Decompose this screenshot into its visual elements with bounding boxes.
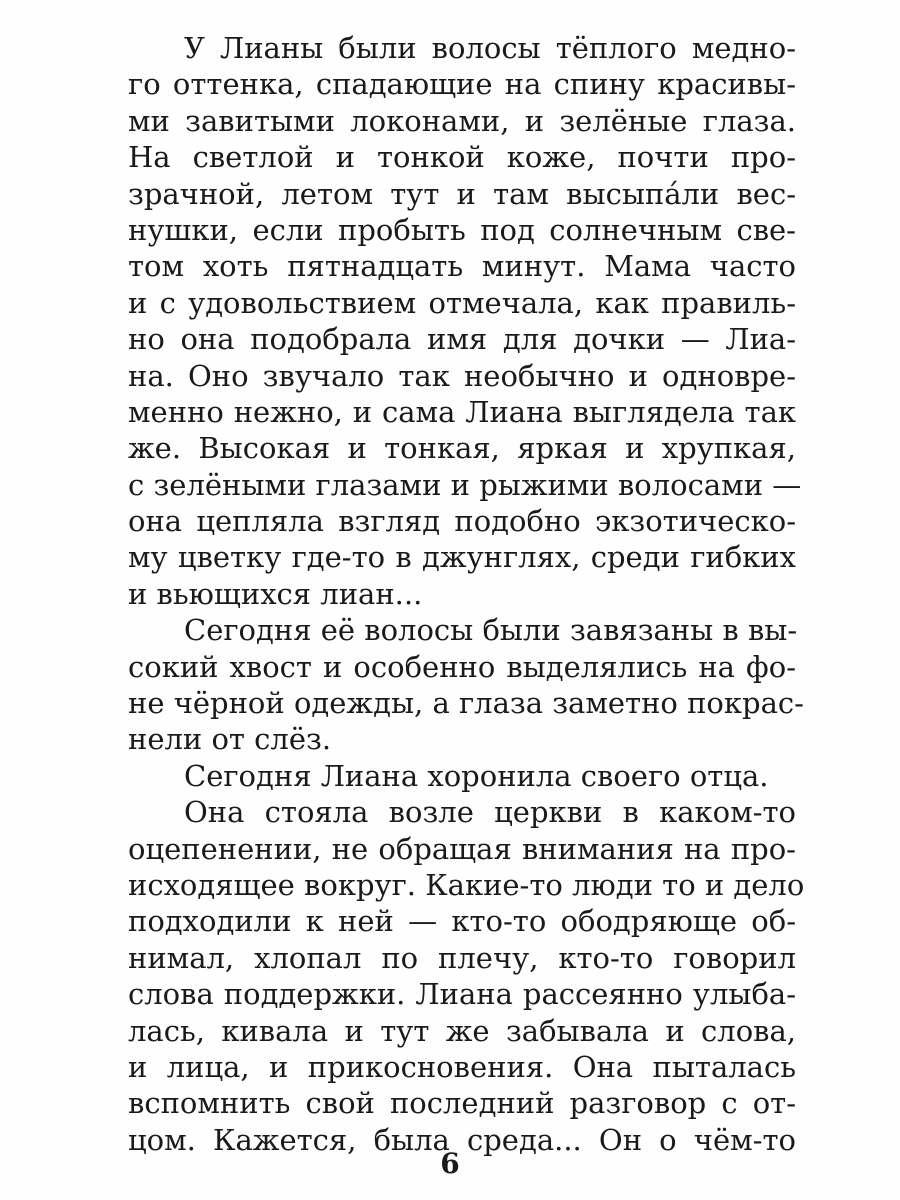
text-line: нушки, если пробыть под солнечным све-	[128, 212, 796, 247]
text-line: Сегодня Лиана хоронила своего отца.	[184, 758, 769, 793]
text-line: оцепенении, не обращая внимания на про-	[128, 831, 796, 866]
text-line: Она стояла возле церкви в каком-то	[184, 795, 796, 830]
text-line: У Лианы были волосы тёплого медно-	[184, 31, 796, 65]
text-line: но она подобрала имя для дочки — Лиа-	[128, 322, 796, 357]
text-line: Сегодня её волосы были завязаны в вы-	[184, 613, 798, 648]
text-line: лась, кивала и тут же забывала и слова,	[128, 1013, 796, 1048]
text-line: с зелёными глазами и рыжими волосами —	[128, 467, 802, 502]
text-line: и вьющихся лиан...	[128, 576, 423, 611]
text-line: том хоть пятнадцать минут. Мама часто	[128, 249, 796, 284]
text-line: и лица, и прикосновения. Она пыталась	[128, 1049, 796, 1084]
text-line: исходящее вокруг. Какие-то люди то и дело	[128, 867, 805, 902]
text-line: вспомнить свой последний разговор с от-	[128, 1086, 796, 1121]
text-line: ми завитыми локонами, и зелёные глаза.	[128, 103, 796, 138]
paragraph	[128, 612, 804, 758]
text-line: го оттенка, спадающие на спину красивы-	[128, 67, 796, 102]
paragraph	[128, 30, 802, 612]
text-line: и с удовольствием отмечала, как правиль-	[128, 285, 796, 320]
text-line: на. Оно звучало так необычно и одновре-	[128, 358, 796, 393]
text-line: цом. Кажется, была среда... Он о чём-то	[128, 1122, 796, 1157]
text-line: она цепляла взгляд подобно экзотическо-	[128, 504, 796, 539]
paragraph	[128, 758, 796, 794]
text-line: На светлой и тонкой коже, почти про-	[128, 140, 796, 175]
text-line: не чёрной одежды, а глаза заметно покрас-	[128, 686, 804, 721]
text-line: менно нежно, и сама Лиана выглядела так	[128, 394, 796, 429]
body-text	[128, 30, 805, 1158]
text-line: нимал, хлопал по плечу, кто-то говорил	[128, 940, 796, 975]
text-line: нели от слёз.	[128, 722, 332, 757]
text-line: му цветку где-то в джунглях, среди гибких	[128, 540, 796, 575]
text-line: сокий хвост и особенно выделялись на фо-	[128, 649, 796, 684]
text-line: же. Высокая и тонкая, яркая и хрупкая,	[128, 431, 796, 466]
text-line: слова поддержки. Лиана рассеянно улыба-	[128, 977, 796, 1012]
paragraph	[128, 794, 805, 1158]
text-line: подходили к ней — кто-то ободряюще об-	[128, 904, 796, 939]
text-line: зрачной, летом тут и там высыпáли вес-	[128, 176, 796, 211]
page-number: 6	[440, 1147, 460, 1180]
